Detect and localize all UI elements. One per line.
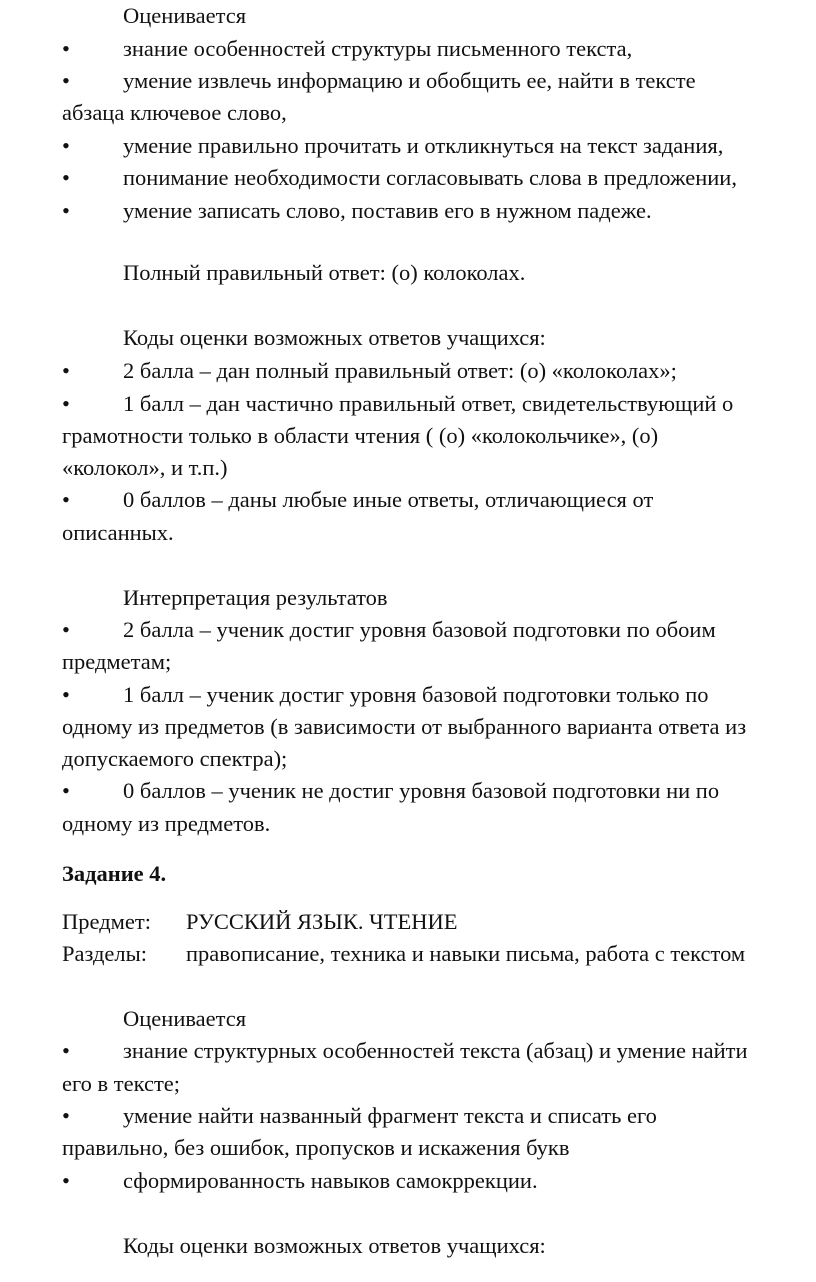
assessed-heading: Оценивается [123,3,247,28]
bullet-icon: • [62,487,70,512]
assessed-heading: Оценивается [123,1006,247,1031]
bullet-icon: • [62,36,70,61]
list-item-text: 2 балла – ученик достиг уровня базовой подготовки по обоим [123,617,716,642]
list-item-continuation: описанных. [62,520,174,545]
list-item-continuation: грамотности только в области чтения ( (о) «колокольчике», (о) [62,423,659,448]
list-item-text: сформированность навыков самокррекции. [123,1168,538,1193]
list-item-continuation: правильно, без ошибок, пропусков и искажения букв [62,1135,570,1160]
sections-value: правописание, техника и навыки письма, работа с текстом [186,941,746,966]
bullet-icon: • [62,165,70,190]
bullet-icon: • [62,1168,70,1193]
list-item-continuation: абзаца ключевое слово, [62,100,287,125]
bullet-icon: • [62,1038,70,1063]
list-item-text: умение правильно прочитать и откликнуться на текст задания, [123,133,724,158]
codes-heading: Коды оценки возможных ответов учащихся: [123,1233,546,1258]
list-item-text: знание структурных особенностей текста (абзац) и умение найти [123,1038,748,1063]
list-item-text: 2 балла – дан полный правильный ответ: (о) «колоколах»; [123,358,677,383]
list-item-text: 1 балл – ученик достиг уровня базовой подготовки только по [123,682,709,707]
list-item-text: 0 баллов – даны любые иные ответы, отличающиеся от [123,487,654,512]
bullet-icon: • [62,133,70,158]
list-item-text: 0 баллов – ученик не достиг уровня базовой подготовки ни по [123,778,720,803]
list-item-text: умение извлечь информацию и обобщить ее, найти в тексте [123,68,696,93]
list-item-text: умение найти названный фрагмент текста и списать его [123,1103,657,1128]
bullet-icon: • [62,778,70,803]
sections-label: Разделы: [62,941,148,966]
bullet-icon: • [62,391,70,416]
list-item-text: понимание необходимости согласовывать слова в предложении, [123,165,737,190]
list-item-continuation: допускаемого спектра); [62,746,288,771]
list-item-continuation: одному из предметов (в зависимости от выбранного варианта ответа из [62,714,747,739]
list-item-continuation: его в тексте; [62,1071,181,1096]
interpretation-heading: Интерпретация результатов [123,585,388,610]
list-item-text: умение записать слово, поставив его в нужном падеже. [123,198,652,223]
list-item-continuation: одному из предметов. [62,811,271,836]
bullet-icon: • [62,358,70,383]
list-item-text: 1 балл – дан частично правильный ответ, свидетельствующий о [123,391,734,416]
bullet-icon: • [62,198,70,223]
subject-value: РУССКИЙ ЯЗЫК. ЧТЕНИЕ [186,909,458,934]
bullet-icon: • [62,617,70,642]
subject-label: Предмет: [62,909,151,934]
task-title: Задание 4. [62,861,167,886]
list-item-text: знание особенностей структуры письменного текста, [123,36,633,61]
full-answer: Полный правильный ответ: (о) колоколах. [123,260,526,285]
bullet-icon: • [62,68,70,93]
bullet-icon: • [62,682,70,707]
bullet-icon: • [62,1103,70,1128]
list-item-continuation: «колокол», и т.п.) [62,455,228,480]
list-item-continuation: предметам; [62,649,172,674]
codes-heading: Коды оценки возможных ответов учащихся: [123,325,546,350]
